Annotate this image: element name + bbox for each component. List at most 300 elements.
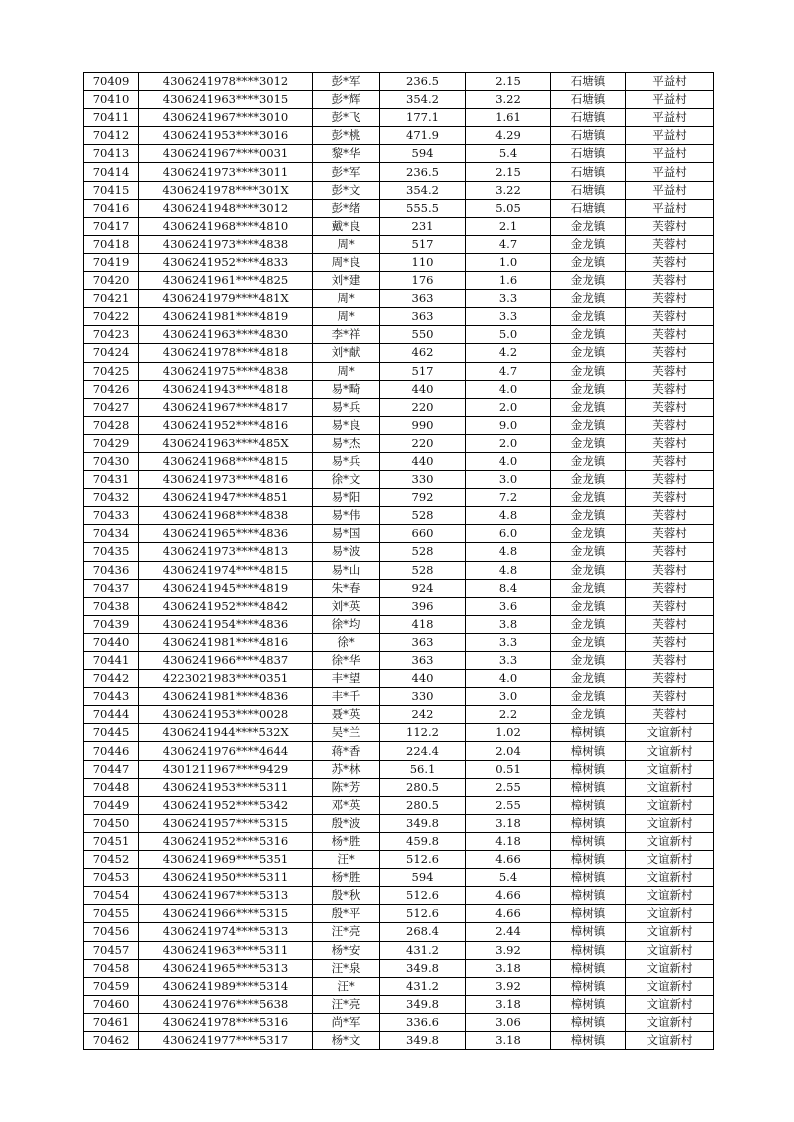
table-row [84, 272, 714, 290]
serial-number-cell: 70410 [84, 91, 139, 109]
amount-cell: 236.5 [380, 73, 466, 91]
village-cell: 芙蓉村 [626, 326, 714, 344]
amount-cell: 550 [380, 326, 466, 344]
name-cell: 杨*文 [313, 1031, 380, 1049]
amount-cell: 363 [380, 652, 466, 670]
table-row [84, 670, 714, 688]
id-number-cell: 4306241973****4816 [139, 471, 313, 489]
name-cell: 丰*千 [313, 688, 380, 706]
village-cell: 芙蓉村 [626, 525, 714, 543]
serial-number-cell: 70427 [84, 398, 139, 416]
town-cell: 金龙镇 [551, 633, 626, 651]
village-cell: 文谊新村 [626, 941, 714, 959]
table-row [84, 579, 714, 597]
town-cell: 金龙镇 [551, 344, 626, 362]
amount-cell: 112.2 [380, 724, 466, 742]
village-cell: 平益村 [626, 199, 714, 217]
quantity-cell: 3.8 [466, 615, 551, 633]
town-cell: 金龙镇 [551, 272, 626, 290]
amount-cell: 396 [380, 597, 466, 615]
town-cell: 金龙镇 [551, 416, 626, 434]
name-cell: 刘*英 [313, 597, 380, 615]
id-number-cell: 4223021983****0351 [139, 670, 313, 688]
amount-cell: 528 [380, 543, 466, 561]
town-cell: 樟树镇 [551, 832, 626, 850]
village-cell: 芙蓉村 [626, 579, 714, 597]
serial-number-cell: 70417 [84, 217, 139, 235]
amount-cell: 363 [380, 290, 466, 308]
town-cell: 石塘镇 [551, 109, 626, 127]
amount-cell: 349.8 [380, 959, 466, 977]
serial-number-cell: 70455 [84, 905, 139, 923]
quantity-cell: 3.06 [466, 1013, 551, 1031]
id-number-cell: 4306241979****481X [139, 290, 313, 308]
table-row [84, 706, 714, 724]
town-cell: 金龙镇 [551, 452, 626, 470]
town-cell: 樟树镇 [551, 724, 626, 742]
serial-number-cell: 70433 [84, 507, 139, 525]
village-cell: 芙蓉村 [626, 543, 714, 561]
town-cell: 金龙镇 [551, 434, 626, 452]
village-cell: 芙蓉村 [626, 380, 714, 398]
id-number-cell: 4306241976****4644 [139, 742, 313, 760]
id-number-cell: 4306241961****4825 [139, 272, 313, 290]
id-number-cell: 4306241963****485X [139, 434, 313, 452]
quantity-cell: 4.18 [466, 832, 551, 850]
amount-cell: 224.4 [380, 742, 466, 760]
village-cell: 平益村 [626, 109, 714, 127]
serial-number-cell: 70457 [84, 941, 139, 959]
amount-cell: 555.5 [380, 199, 466, 217]
village-cell: 芙蓉村 [626, 272, 714, 290]
village-cell: 文谊新村 [626, 796, 714, 814]
id-number-cell: 4306241973****4813 [139, 543, 313, 561]
table-row [84, 326, 714, 344]
records-table [83, 72, 714, 1050]
amount-cell: 349.8 [380, 995, 466, 1013]
serial-number-cell: 70413 [84, 145, 139, 163]
id-number-cell: 4306241953****3016 [139, 127, 313, 145]
quantity-cell: 5.4 [466, 145, 551, 163]
name-cell: 易*杰 [313, 434, 380, 452]
id-number-cell: 4306241966****5315 [139, 905, 313, 923]
quantity-cell: 4.2 [466, 344, 551, 362]
serial-number-cell: 70452 [84, 851, 139, 869]
village-cell: 平益村 [626, 127, 714, 145]
serial-number-cell: 70434 [84, 525, 139, 543]
id-number-cell: 4306241966****4837 [139, 652, 313, 670]
table-row [84, 398, 714, 416]
name-cell: 殷*平 [313, 905, 380, 923]
name-cell: 殷*秋 [313, 887, 380, 905]
amount-cell: 220 [380, 398, 466, 416]
id-number-cell: 4306241967****0031 [139, 145, 313, 163]
table-row [84, 688, 714, 706]
village-cell: 文谊新村 [626, 778, 714, 796]
name-cell: 徐*华 [313, 652, 380, 670]
records-table-body [84, 73, 714, 1050]
table-row [84, 724, 714, 742]
name-cell: 杨*胜 [313, 832, 380, 850]
serial-number-cell: 70448 [84, 778, 139, 796]
village-cell: 平益村 [626, 181, 714, 199]
serial-number-cell: 70454 [84, 887, 139, 905]
name-cell: 易*伟 [313, 507, 380, 525]
amount-cell: 330 [380, 471, 466, 489]
serial-number-cell: 70453 [84, 869, 139, 887]
serial-number-cell: 70446 [84, 742, 139, 760]
town-cell: 樟树镇 [551, 905, 626, 923]
table-row [84, 109, 714, 127]
id-number-cell: 4306241957****5315 [139, 814, 313, 832]
name-cell: 邓*英 [313, 796, 380, 814]
table-row [84, 489, 714, 507]
quantity-cell: 3.18 [466, 995, 551, 1013]
table-row [84, 91, 714, 109]
serial-number-cell: 70430 [84, 452, 139, 470]
serial-number-cell: 70442 [84, 670, 139, 688]
quantity-cell: 4.0 [466, 452, 551, 470]
serial-number-cell: 70461 [84, 1013, 139, 1031]
serial-number-cell: 70422 [84, 308, 139, 326]
amount-cell: 517 [380, 362, 466, 380]
table-row [84, 778, 714, 796]
amount-cell: 528 [380, 561, 466, 579]
table-row [84, 796, 714, 814]
amount-cell: 268.4 [380, 923, 466, 941]
town-cell: 金龙镇 [551, 290, 626, 308]
quantity-cell: 3.0 [466, 688, 551, 706]
amount-cell: 594 [380, 145, 466, 163]
amount-cell: 512.6 [380, 887, 466, 905]
town-cell: 石塘镇 [551, 181, 626, 199]
quantity-cell: 4.66 [466, 887, 551, 905]
amount-cell: 512.6 [380, 851, 466, 869]
serial-number-cell: 70443 [84, 688, 139, 706]
quantity-cell: 3.3 [466, 652, 551, 670]
table-row [84, 181, 714, 199]
quantity-cell: 4.7 [466, 235, 551, 253]
serial-number-cell: 70409 [84, 73, 139, 91]
table-row [84, 869, 714, 887]
town-cell: 金龙镇 [551, 525, 626, 543]
name-cell: 彭*文 [313, 181, 380, 199]
name-cell: 易*阳 [313, 489, 380, 507]
id-number-cell: 4306241967****4817 [139, 398, 313, 416]
town-cell: 石塘镇 [551, 73, 626, 91]
name-cell: 徐*文 [313, 471, 380, 489]
village-cell: 芙蓉村 [626, 290, 714, 308]
village-cell: 文谊新村 [626, 905, 714, 923]
town-cell: 石塘镇 [551, 127, 626, 145]
serial-number-cell: 70450 [84, 814, 139, 832]
quantity-cell: 2.0 [466, 434, 551, 452]
town-cell: 石塘镇 [551, 145, 626, 163]
village-cell: 芙蓉村 [626, 217, 714, 235]
serial-number-cell: 70437 [84, 579, 139, 597]
amount-cell: 110 [380, 253, 466, 271]
id-number-cell: 4306241973****4838 [139, 235, 313, 253]
town-cell: 樟树镇 [551, 887, 626, 905]
table-row [84, 597, 714, 615]
id-number-cell: 4306241954****4836 [139, 615, 313, 633]
amount-cell: 280.5 [380, 778, 466, 796]
quantity-cell: 2.2 [466, 706, 551, 724]
table-row [84, 73, 714, 91]
table-row [84, 941, 714, 959]
serial-number-cell: 70421 [84, 290, 139, 308]
quantity-cell: 4.66 [466, 905, 551, 923]
quantity-cell: 3.18 [466, 814, 551, 832]
amount-cell: 418 [380, 615, 466, 633]
id-number-cell: 4306241944****532X [139, 724, 313, 742]
quantity-cell: 3.6 [466, 597, 551, 615]
name-cell: 汪* [313, 851, 380, 869]
village-cell: 芙蓉村 [626, 416, 714, 434]
name-cell: 汪* [313, 977, 380, 995]
village-cell: 芙蓉村 [626, 597, 714, 615]
village-cell: 芙蓉村 [626, 344, 714, 362]
serial-number-cell: 70432 [84, 489, 139, 507]
serial-number-cell: 70440 [84, 633, 139, 651]
id-number-cell: 4306241953****0028 [139, 706, 313, 724]
quantity-cell: 3.0 [466, 471, 551, 489]
town-cell: 樟树镇 [551, 923, 626, 941]
table-row [84, 615, 714, 633]
town-cell: 金龙镇 [551, 652, 626, 670]
name-cell: 周* [313, 362, 380, 380]
town-cell: 金龙镇 [551, 597, 626, 615]
town-cell: 金龙镇 [551, 308, 626, 326]
serial-number-cell: 70415 [84, 181, 139, 199]
id-number-cell: 4306241945****4819 [139, 579, 313, 597]
name-cell: 周* [313, 308, 380, 326]
quantity-cell: 2.55 [466, 778, 551, 796]
serial-number-cell: 70425 [84, 362, 139, 380]
town-cell: 金龙镇 [551, 670, 626, 688]
quantity-cell: 2.55 [466, 796, 551, 814]
name-cell: 朱*春 [313, 579, 380, 597]
amount-cell: 990 [380, 416, 466, 434]
village-cell: 文谊新村 [626, 760, 714, 778]
name-cell: 易*良 [313, 416, 380, 434]
id-number-cell: 4306241974****5313 [139, 923, 313, 941]
name-cell: 李*祥 [313, 326, 380, 344]
quantity-cell: 1.02 [466, 724, 551, 742]
table-row [84, 290, 714, 308]
table-row [84, 851, 714, 869]
id-number-cell: 4306241967****3010 [139, 109, 313, 127]
quantity-cell: 3.3 [466, 633, 551, 651]
quantity-cell: 3.22 [466, 181, 551, 199]
table-row [84, 416, 714, 434]
town-cell: 樟树镇 [551, 959, 626, 977]
village-cell: 芙蓉村 [626, 452, 714, 470]
id-number-cell: 4306241965****4836 [139, 525, 313, 543]
town-cell: 樟树镇 [551, 851, 626, 869]
table-row [84, 543, 714, 561]
table-row [84, 995, 714, 1013]
name-cell: 徐*均 [313, 615, 380, 633]
serial-number-cell: 70419 [84, 253, 139, 271]
table-row [84, 471, 714, 489]
village-cell: 平益村 [626, 163, 714, 181]
table-row [84, 145, 714, 163]
amount-cell: 440 [380, 670, 466, 688]
id-number-cell: 4306241978****4818 [139, 344, 313, 362]
quantity-cell: 3.3 [466, 290, 551, 308]
table-row [84, 380, 714, 398]
town-cell: 金龙镇 [551, 471, 626, 489]
serial-number-cell: 70459 [84, 977, 139, 995]
table-row [84, 235, 714, 253]
id-number-cell: 4306241975****4838 [139, 362, 313, 380]
id-number-cell: 4306241963****5311 [139, 941, 313, 959]
table-row [84, 434, 714, 452]
town-cell: 金龙镇 [551, 235, 626, 253]
village-cell: 芙蓉村 [626, 507, 714, 525]
name-cell: 易*兵 [313, 398, 380, 416]
name-cell: 殷*波 [313, 814, 380, 832]
village-cell: 芙蓉村 [626, 489, 714, 507]
town-cell: 金龙镇 [551, 253, 626, 271]
quantity-cell: 4.0 [466, 380, 551, 398]
id-number-cell: 4306241973****3011 [139, 163, 313, 181]
serial-number-cell: 70418 [84, 235, 139, 253]
village-cell: 文谊新村 [626, 814, 714, 832]
amount-cell: 431.2 [380, 977, 466, 995]
table-row [84, 887, 714, 905]
serial-number-cell: 70428 [84, 416, 139, 434]
table-row [84, 127, 714, 145]
town-cell: 石塘镇 [551, 91, 626, 109]
quantity-cell: 3.92 [466, 941, 551, 959]
id-number-cell: 4306241968****4815 [139, 452, 313, 470]
quantity-cell: 2.44 [466, 923, 551, 941]
village-cell: 文谊新村 [626, 724, 714, 742]
quantity-cell: 4.0 [466, 670, 551, 688]
id-number-cell: 4306241974****4815 [139, 561, 313, 579]
quantity-cell: 3.18 [466, 959, 551, 977]
village-cell: 芙蓉村 [626, 615, 714, 633]
amount-cell: 517 [380, 235, 466, 253]
amount-cell: 354.2 [380, 181, 466, 199]
name-cell: 杨*胜 [313, 869, 380, 887]
amount-cell: 363 [380, 633, 466, 651]
village-cell: 文谊新村 [626, 1013, 714, 1031]
name-cell: 黎*华 [313, 145, 380, 163]
town-cell: 金龙镇 [551, 706, 626, 724]
name-cell: 易*兵 [313, 452, 380, 470]
town-cell: 石塘镇 [551, 163, 626, 181]
id-number-cell: 4301211967****9429 [139, 760, 313, 778]
town-cell: 金龙镇 [551, 579, 626, 597]
quantity-cell: 1.6 [466, 272, 551, 290]
name-cell: 陈*芳 [313, 778, 380, 796]
id-number-cell: 4306241967****5313 [139, 887, 313, 905]
table-row [84, 977, 714, 995]
name-cell: 彭*辉 [313, 91, 380, 109]
quantity-cell: 2.15 [466, 163, 551, 181]
quantity-cell: 4.8 [466, 507, 551, 525]
village-cell: 芙蓉村 [626, 308, 714, 326]
village-cell: 芙蓉村 [626, 235, 714, 253]
quantity-cell: 5.0 [466, 326, 551, 344]
id-number-cell: 4306241976****5638 [139, 995, 313, 1013]
quantity-cell: 2.0 [466, 398, 551, 416]
name-cell: 杨*安 [313, 941, 380, 959]
serial-number-cell: 70445 [84, 724, 139, 742]
id-number-cell: 4306241943****4818 [139, 380, 313, 398]
amount-cell: 177.1 [380, 109, 466, 127]
village-cell: 平益村 [626, 145, 714, 163]
town-cell: 金龙镇 [551, 362, 626, 380]
serial-number-cell: 70451 [84, 832, 139, 850]
quantity-cell: 2.15 [466, 73, 551, 91]
town-cell: 樟树镇 [551, 995, 626, 1013]
id-number-cell: 4306241968****4810 [139, 217, 313, 235]
village-cell: 文谊新村 [626, 959, 714, 977]
serial-number-cell: 70411 [84, 109, 139, 127]
name-cell: 周*良 [313, 253, 380, 271]
town-cell: 樟树镇 [551, 869, 626, 887]
id-number-cell: 4306241952****4816 [139, 416, 313, 434]
village-cell: 文谊新村 [626, 1031, 714, 1049]
village-cell: 芙蓉村 [626, 688, 714, 706]
name-cell: 聂*英 [313, 706, 380, 724]
quantity-cell: 7.2 [466, 489, 551, 507]
table-row [84, 308, 714, 326]
amount-cell: 336.6 [380, 1013, 466, 1031]
quantity-cell: 5.4 [466, 869, 551, 887]
name-cell: 周* [313, 290, 380, 308]
village-cell: 芙蓉村 [626, 471, 714, 489]
table-row [84, 633, 714, 651]
amount-cell: 440 [380, 380, 466, 398]
id-number-cell: 4306241969****5351 [139, 851, 313, 869]
name-cell: 刘*献 [313, 344, 380, 362]
name-cell: 戴*良 [313, 217, 380, 235]
table-row [84, 452, 714, 470]
village-cell: 芙蓉村 [626, 652, 714, 670]
id-number-cell: 4306241947****4851 [139, 489, 313, 507]
town-cell: 金龙镇 [551, 507, 626, 525]
amount-cell: 349.8 [380, 814, 466, 832]
village-cell: 芙蓉村 [626, 253, 714, 271]
town-cell: 樟树镇 [551, 1013, 626, 1031]
town-cell: 樟树镇 [551, 977, 626, 995]
name-cell: 易*国 [313, 525, 380, 543]
name-cell: 丰*望 [313, 670, 380, 688]
serial-number-cell: 70441 [84, 652, 139, 670]
id-number-cell: 4306241952****4842 [139, 597, 313, 615]
id-number-cell: 4306241963****3015 [139, 91, 313, 109]
name-cell: 汪*亮 [313, 995, 380, 1013]
amount-cell: 242 [380, 706, 466, 724]
town-cell: 金龙镇 [551, 688, 626, 706]
name-cell: 周* [313, 235, 380, 253]
amount-cell: 363 [380, 308, 466, 326]
name-cell: 易*山 [313, 561, 380, 579]
table-row [84, 253, 714, 271]
table-row [84, 905, 714, 923]
amount-cell: 660 [380, 525, 466, 543]
quantity-cell: 0.51 [466, 760, 551, 778]
serial-number-cell: 70431 [84, 471, 139, 489]
village-cell: 芙蓉村 [626, 362, 714, 380]
name-cell: 易*畸 [313, 380, 380, 398]
town-cell: 樟树镇 [551, 814, 626, 832]
